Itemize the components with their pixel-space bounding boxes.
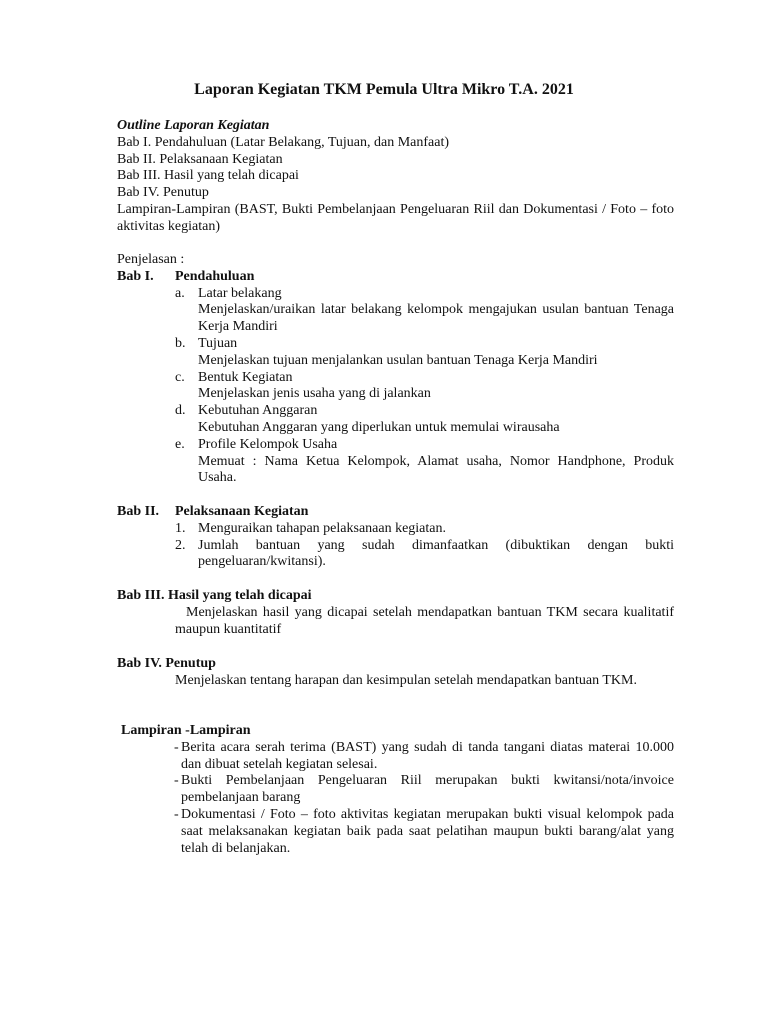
list-item [117,538,674,572]
item-text: Jumlah bantuan yang sudah dimanfaatkan (dibuktikan dengan bukti pengeluaran/kwitansi). [198,537,674,570]
list-marker: e. [175,436,185,452]
list-item [117,773,674,807]
item-desc: Memuat : Nama Ketua Kelompok, Alamat usaha, Nomor Handphone, Produk Usaha. [198,453,674,486]
outline-heading: Outline Laporan Kegiatan [117,118,270,133]
outline-item: Bab IV. Penutup [117,185,209,201]
item-text: Berita acara serah terima (BAST) yang sudah di tanda tangani diatas materai 10.000 dan dibuat setelah kegiatan selesai. [181,739,674,772]
lampiran-heading: Lampiran -Lampiran [121,723,251,738]
list-item [117,807,674,857]
list-marker: d. [175,403,186,419]
item-text: Bukti Pembelanjaan Pengeluaran Riil merupakan bukti kwitansi/nota/invoice pembelanjaan barang [181,773,674,806]
item-desc: Menjelaskan/uraikan latar belakang kelompok mengajukan usulan bantuan Tenaga Kerja Mandiri [198,302,674,335]
list-item [117,370,674,404]
item-title: Kebutuhan Anggaran [198,403,318,419]
item-title: Bentuk Kegiatan [198,369,293,385]
list-marker: 2. [175,537,186,553]
bab2-heading-row [117,504,674,521]
list-marker: a. [175,285,185,301]
bab4-section [117,656,674,690]
bab3-text: Menjelaskan hasil yang dicapai setelah mendapatkan bantuan TKM secara kualitatif maupun kuantitatif [175,604,674,637]
list-item [117,740,674,774]
outline-item: Bab III. Hasil yang telah dicapai [117,168,299,184]
bab2-section [117,504,674,571]
list-marker: - [174,773,179,789]
item-title: Profile Kelompok Usaha [198,436,338,452]
bab1-heading-row [117,269,674,286]
item-text: Menguraikan tahapan pelaksanaan kegiatan. [198,520,447,536]
outline-item: Lampiran-Lampiran (BAST, Bukti Pembelanjaan Pengeluaran Riil dan Dokumentasi / Foto – foto aktivitas kegiatan) [117,201,674,234]
list-item [117,286,674,336]
outline-section [117,118,674,236]
outline-item: Bab II. Pelaksanaan Kegiatan [117,151,283,167]
penjelasan-label: Penjelasan : [117,252,185,267]
list-item [117,437,674,487]
bab1-heading: Pendahuluan [175,268,255,284]
item-desc: Menjelaskan jenis usaha yang di jalankan [198,386,431,402]
list-marker: - [174,806,179,822]
list-marker: - [174,739,179,755]
list-marker: c. [175,369,185,385]
list-item [117,403,674,437]
document-title: Laporan Kegiatan TKM Pemula Ultra Mikro T.A. 2021 [194,81,574,98]
item-text: Dokumentasi / Foto – foto aktivitas kegiatan merupakan bukti visual kelompok pada saat melaksanakan kegiatan baik pada saat pelatihan maupun bukti barang/alat yang telah di belanjakan. [181,806,674,856]
list-marker: b. [175,335,186,351]
list-marker: 1. [175,520,186,536]
bab2-label: Bab II. [117,504,160,519]
bab3-heading: Bab III. Hasil yang telah dicapai [117,588,312,603]
bab3-section [117,588,674,638]
item-desc: Menjelaskan tujuan menjalankan usulan bantuan Tenaga Kerja Mandiri [198,352,598,368]
bab4-heading: Bab IV. Penutup [117,656,216,671]
outline-item: Bab I. Pendahuluan (Latar Belakang, Tujuan, dan Manfaat) [117,134,450,150]
list-item [117,336,674,370]
lampiran-section [117,723,674,857]
list-item [117,521,674,538]
item-title: Latar belakang [198,285,282,301]
item-desc: Kebutuhan Anggaran yang diperlukan untuk memulai wirausaha [198,419,560,435]
bab4-text: Menjelaskan tentang harapan dan kesimpulan setelah mendapatkan bantuan TKM. [175,672,637,688]
bab1-section [117,252,674,487]
bab2-heading: Pelaksanaan Kegiatan [175,504,309,519]
bab1-label: Bab I. [117,268,154,284]
item-title: Tujuan [198,335,238,351]
